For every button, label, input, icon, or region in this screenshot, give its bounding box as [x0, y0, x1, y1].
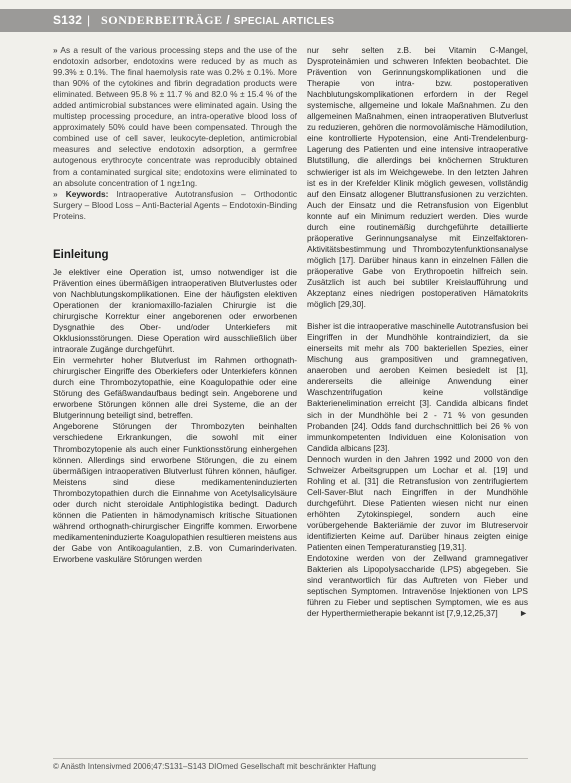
section-title-en: SPECIAL ARTICLES [233, 16, 335, 27]
header-separator: | [87, 13, 91, 27]
body-paragraph: Je elektiver eine Operation ist, umso notwendiger ist die Prävention eines übermäßigen intraoperativen Blutverlustes oder von Nachblutungskomplikationen. Eine der häufigsten elektiven Operationen der kraniomaxillo-fazialen Chirurgie ist die chirurgische Korrektur einer angeborenen oder erworbenen Dysgnathie des Ober- und/oder Unterkiefers mit Okklusionsstörungen. Diese Operation wird ausschließlich über intraorale Zugänge durchgeführt. [53, 266, 297, 355]
keywords-text: Intraoperative Autotransfusion – Orthodontic Surgery – Blood Loss – Anti-Bacterial Agents – Endotoxin-Binding Proteins. [53, 188, 297, 221]
abstract-text: As a result of the various processing steps and the use of the endotoxin adsorber, endotoxins were reduced by as much as 99.3% ± 0.1%. The final haemolysis rate was 0.2% ± 0.1%. More than 90% of the cytokines and fibrin degradation products were eliminated. Between 95.8 % ± 11.7 % and 82.0 % ± 15.4 % of the added antimicrobial substances were eliminated again. Using the multistep processing procedure, an intra-operative blood loss of approximately 50% could have been compensated. Through the combined use of cell saver, leukocyte-depletion, antimicrobial measures and selective endotoxin adsorption, a germfree autogenous erythrocyte concentrate was reproducibly obtained from a contaminated surgical site; endotoxins were eliminated to an absolute concentration of 1 ng±1ng. [53, 45, 297, 188]
left-column [53, 45, 297, 565]
last-paragraph-text: Endotoxine werden von der Zellwand gramnegativer Bakterien als Lipopolysaccharide (LPS) abgegeben. Sie sind verantwortlich für das Auftreten von Fieber und septischen Symptomen. Intravenöse Injektionen von LPS führen zu Fieber und septischen Symptomen, wie es aus der Hyperthermietherapie bekannt ist [7,9,12,25,37] [307, 553, 528, 619]
section-slash: / [226, 13, 231, 27]
continue-arrow-icon: ► [519, 608, 528, 619]
right-column [307, 45, 528, 619]
body-paragraph [307, 553, 528, 619]
footer-citation: © Anästh Intensivmed 2006;47:S131–S143 DIOmed Gesellschaft mit beschränkter Haftung [53, 762, 376, 771]
abstract-marker: » [53, 45, 58, 55]
body-paragraph: Dennoch wurden in den Jahren 1992 und 2000 von den Schweizer Arbeitsgruppen um Lochar et al. [19] und Rohling et al. [31] die Retransfusion von zentrifugiertem Cell-Saver-Blut nach Eingriffen in der Mundhöhle durchgeführt. Diese Patienten wiesen nicht nur einen erhöhten Zytokinspiegel, sondern auch eine vorübergehende Bakteriämie der zuvor im Blutreservoir identifizierten Keime auf. Darüber hinaus zeigten einige Patienten einen Temperaturanstieg [19,31]. [307, 453, 528, 553]
footer-rule [53, 758, 528, 759]
body-paragraph: nur sehr selten z.B. bei Vitamin C-Mangel, Dysproteinämien und schweren Infekten beobachtet. Die Prävention von Gerinnungskomplikationen und die Therapie von intra- bzw. postoperativen Nachblutungskomplikationen erfordern in der Regel systemische, allgemeine und lokale Maßnahmen. Zu den allgemeinen Maßnahmen, einen intraoperativen Blutverlust zu reduzieren, gehören die normovolämische Hämodilution, eine kontrollierte Hypotension, eine Anti-Trendelenburg-Lagerung des Patienten und eine intensive intraoperative Blutstillung, die allerdings bei knöchernen Strukturen schwieriger ist als im Weichgewebe. In den letzten Jahren ist es in der Krefelder Klinik möglich gewesen, vollständig auf den Einsatz allogener Bluttransfusionen zu verzichten. Auch der Einsatz und die Retransfusion von Eigenblut konnte auf ein Minimum reduziert werden. Dies wurde durch eine routinemäßig durchgeführte detaillierte präoperative Gerinnungsanalyse mit Einzelfaktoren-Aktivitätsbestimmung und Thrombozytenfunktionsanalyse möglich [17]. Darüber hinaus kann in einzelnen Fällen die präoperative Gabe von Erythropoetin hilfreich sein. Zusätzlich ist auch bei subtiler Kreislaufführung und Akzeptanz eines niedrigen postoperativen Hämatokrits möglich [29,30]. [307, 45, 528, 310]
body-paragraph: Ein vermehrter hoher Blutverlust im Rahmen orthognath-chirurgischer Eingriffe des Oberkiefers oder Unterkiefers können durch eine Thrombozytopathie, eine Koagulopathie oder eine Störung des Gefäßwandaufbaus bedingt sein. Angeborene und erworbene Störungen können alle drei Systeme, die an der Blutgerinnung beteiligt sind, betreffen. [53, 355, 297, 421]
body-paragraph: Angeborene Störungen der Thrombozyten beinhalten verschiedene Erkrankungen, die sowohl mit einer Thrombozytopenie als auch einer Funktionsstörung einhergehen können. Allerdings sind erworbene Störungen, die zu einem übermäßigen intraoperativen Blutverlust führen können, häufiger. Meistens sind diese medikamenteninduzierten Thrombozytopathien durch die Einnahme von Acetylsalicylsäure oder durch nicht steroidale Antiphlogistika bedingt. Dadurch können die Patienten in hämodynamisch kritische Situationen während orthognath-chirurgischer Eingriffe kommen. Erworbene medikamenteninduzierte Koagulopathien resultieren meistens aus der Gabe von Antikoagulantien, z.B. von Cumarinderivaten. Erworbene vaskuläre Störungen werden [53, 421, 297, 564]
paragraph-gap [307, 310, 528, 321]
page-number: S132 [53, 13, 83, 27]
keywords-label: Keywords: [65, 188, 109, 199]
keywords-marker: » [53, 188, 58, 199]
section-heading-einleitung: Einleitung [53, 248, 109, 261]
section-title [101, 13, 334, 28]
body-paragraph: Bisher ist die intraoperative maschinelle Autotransfusion bei Eingriffen in der Mundhöhle kontraindiziert, da sie einerseits mit mehr als 700 bakteriellen Spezies, einer Mischung aus grampositiven und gramnegativen, anaeroben und aeroben Keimen besiedelt ist [1], andererseits die alleinige Anwendung einer Waschzentrifugation keine vollständige Bakterienelimination erreicht [3]. Candida albicans findet sich in der Mundhöhle bei 2 - 71 % von gesunden Probanden [24]. Odds fand durchschnittlich bei 26 % von immunkompetenten Individuen eine Kolonisation von Candida albicans [23]. [307, 321, 528, 453]
abstract-paragraph [53, 45, 297, 189]
section-title-de: SONDERBEITRÄGE [101, 13, 223, 27]
keywords-paragraph [53, 189, 297, 222]
